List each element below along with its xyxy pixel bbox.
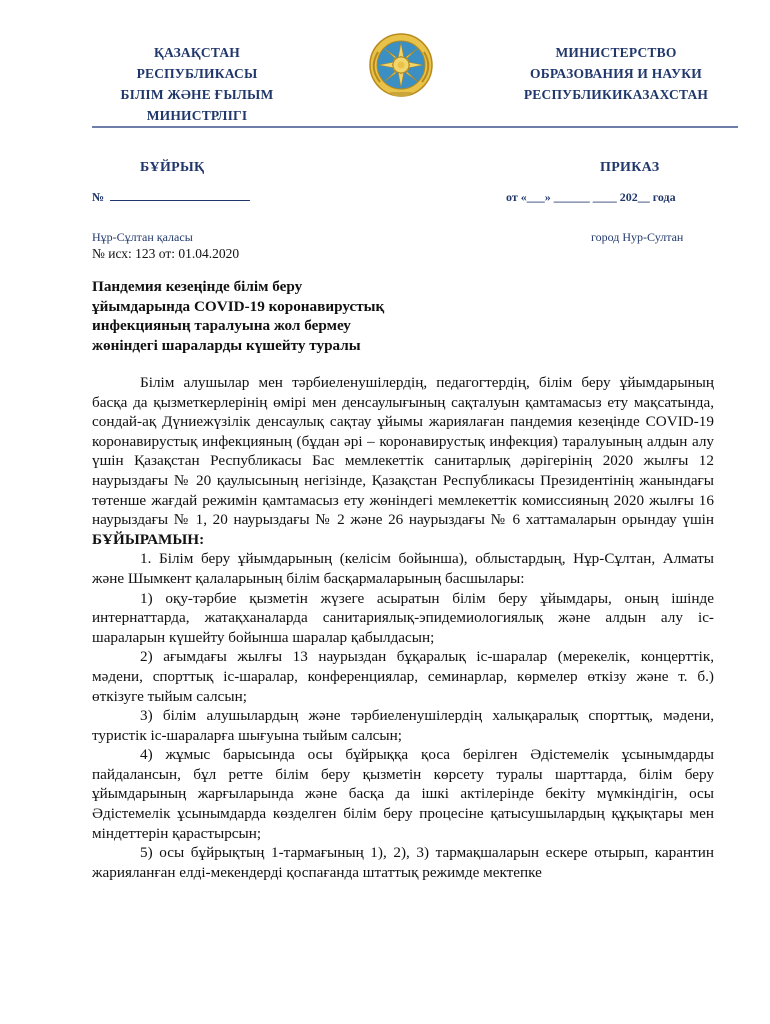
title-line: жөніндегі шараларды күшейту туралы	[92, 336, 361, 354]
document-body	[92, 373, 714, 882]
city-label-ru: город Нур-Султан	[591, 230, 684, 244]
ministry-ru-line: РЕСПУБЛИКИКАЗАХСТАН	[523, 87, 709, 102]
ministry-kz-line: БІЛІМ ЖӘНЕ ҒЫЛЫМ	[120, 87, 274, 102]
title-line: Пандемия кезеңінде білім беру	[92, 278, 303, 295]
document-title	[92, 277, 512, 355]
ministry-kz-line: ҚАЗАҚСТАН	[154, 45, 240, 60]
state-emblem-icon	[368, 32, 434, 98]
city-label-kz: Нұр-Сұлтан қаласы	[92, 230, 193, 244]
ministry-ru-line: МИНИСТЕРСТВО	[555, 45, 677, 60]
number-sign: №	[92, 190, 105, 204]
incoming-reference: № исх: 123 от: 01.04.2020	[92, 246, 240, 261]
title-line: ұйымдарында COVID-19 коронавирустық	[92, 297, 385, 315]
ministry-kz-line: РЕСПУБЛИКАСЫ	[136, 66, 258, 81]
order-item: 1. Білім беру ұйымдарының (келісім бойынша), облыстардың, Нұр-Сұлтан, Алматы және Шымкент қалаларының білім басқармаларының басшылары:	[92, 550, 714, 587]
title-line: инфекцияның таралуына жол бермеу	[92, 317, 351, 334]
order-item: 1) оқу-тәрбие қызметін жүзеге асыратын білім беру ұйымдары, оның ішінде интернаттарда, жатақханаларда санитариялық-эпидемиологиялық және алдын алу іс-шараларын күшейту бойынша шаралар қабылдасын;	[92, 589, 714, 646]
intro-paragraph	[92, 373, 714, 549]
order-label-kz: БҰЙРЫҚ	[140, 160, 205, 175]
intro-text: Білім алушылар мен тәрбиеленушілердің, педагогтердің, білім беру ұйымдарының басқа да қызметкерлерінің өмірі мен денсаулығының сақталуын қамтамасыз ету мақсатында, сондай-ақ Дүниежүзілік денсаулық сақтау ұйымы жариялаған пандемия кезеңінде COVID-19 коронавирустық инфекцияның (бұдан әрі – коронавирустық инфекция) таралуының алдын алу үшін Қазақстан Республикасы Бас мемлекеттік санитарлық дәрігерінің 2020 жылғы 12 наурыздағы № 20 қаулысының негізінде, Қазақстан Республикасы Президентінің жанындағы төтенше жағдай режимін қамтамасыз ету жөніндегі мемлекеттік комиссияның 2020 жылғы 16 наурыздағы № 1, 20 наурыздағы № 2 және 26 наурыздағы № 6 хаттамаларын орындау үшін	[92, 374, 714, 529]
ministry-name-kz	[92, 42, 302, 126]
order-label-ru: ПРИКАЗ	[600, 160, 660, 175]
order-date-field: от «___» ______ ____ 202__ года	[506, 190, 676, 204]
order-keyword: БҰЙЫРАМЫН:	[92, 530, 205, 548]
ministry-name-ru	[500, 42, 732, 105]
order-item: 5) осы бұйрықтың 1-тармағының 1), 2), 3) тармақшаларын ескере отырып, карантин жарияланған елді-мекендерді қоспағанда штаттық режимде мектепке	[92, 844, 714, 881]
number-blank-line	[110, 200, 250, 201]
ministry-kz-line: МИНИСТРЛІГІ	[146, 108, 248, 123]
order-item: 4) жұмыс барысында осы бұйрыққа қоса берілген Әдістемелік ұсынымдарды пайдалансын, бұл ретте білім беру қызметін көрсету туралы шарттарда, білім беру ұйымдарының жарғыларында және басқа да ішкі актілерінде бекіту мүмкіндігін, осы Әдістемелік ұсынымдарда көзделген білім беру процесіне қатысушылардың құқықтары мен міндеттерін қарастырсын;	[92, 746, 714, 842]
order-number-field	[92, 190, 250, 205]
ministry-ru-line: ОБРАЗОВАНИЯ И НАУКИ	[530, 66, 702, 81]
order-item: 2) ағымдағы жылғы 13 наурыздан бұқаралық іс-шаралар (мерекелік, концерттік, мәдени, спорттық іс-шаралар, конференциялар, семинарлар, көрмелер өткізу және т. б.) өткізуге тыйым салсын;	[92, 648, 714, 705]
order-item: 3) білім алушылардың және тәрбиеленушілердің халықаралық спорттық, мәдени, туристік іс-шараларға шығуына тыйым салсын;	[92, 707, 714, 744]
header-divider	[92, 126, 738, 128]
